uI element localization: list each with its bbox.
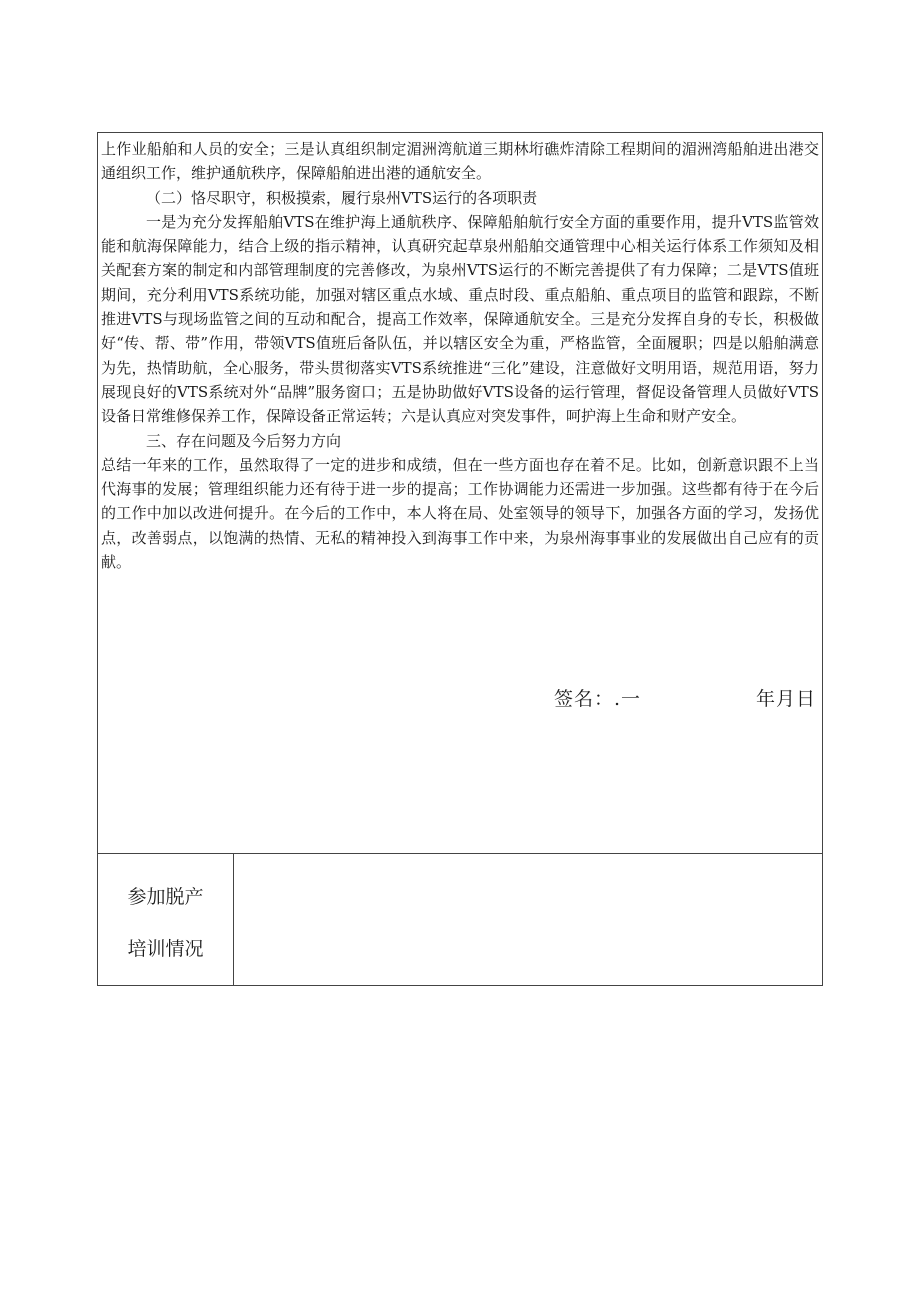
- training-label-line2: 培训情况: [127, 938, 204, 960]
- summary-form-table: [97, 132, 823, 986]
- training-value-cell[interactable]: [234, 854, 822, 985]
- training-row: [98, 854, 822, 985]
- paragraph-duties: 一是为充分发挥船舶VTS在维护海上通航秩序、保障船舶航行安全方面的重要作用，提升VTS监管效能和航海保障能力，结合上级的指示精神，认真研究起草泉州船舶交通管理中心相关运行体系工作须知及相关配套方案的制定和内部管理制度的完善修改，为泉州VTS运行的不断完善提供了有力保障；二是VTS值班期间，充分利用VTS系统功能，加强对辖区重点水域、重点时段、重点船舶、重点项目的监管和跟踪，不断推进VTS与现场监管之间的互动和配合，提高工作效率，保障通航安全。三是充分发挥自身的专长，积极做好“传、帮、带”作用，带领VTS值班后备队伍，并以辖区安全为重，严格监管，全面履职；四是以船舶满意为先，热情助航，全心服务，带头贯彻落实VTS系统推进“三化”建设，注意做好文明用语，规范用语，努力展现良好的VTS系统对外“品牌”服务窗口；五是协助做好VTS设备的运行管理，督促设备管理人员做好VTS设备日常维修保养工作，保障设备正常运转；六是认真应对突发事件，呵护海上生命和财产安全。: [101, 212, 819, 426]
- signature-row: [98, 687, 822, 721]
- work-summary-cell: [98, 133, 822, 854]
- section-heading-problems: 三、存在问题及今后努力方向: [146, 431, 342, 450]
- section-heading-duties: （二）恪尽职守，积极摸索，履行泉州VTS运行的各项职责: [146, 188, 538, 207]
- signature-label: 签名：.一: [554, 688, 642, 710]
- training-label-line1: 参加脱产: [127, 886, 204, 908]
- paragraph-continued: 上作业船舶和人员的安全；三是认真组织制定湄洲湾航道三期林垳礁炸清除工程期间的湄洲湾船舶进出港交通组织工作，维护通航秩序，保障船舶进出港的通航安全。: [101, 140, 819, 183]
- date-label: 年月日: [755, 688, 816, 710]
- training-label-cell: [98, 854, 234, 985]
- paragraph-problems: 总结一年来的工作，虽然取得了一定的进步和成绩，但在一些方面也存在着不足。比如，创新意识跟不上当代海事的发展；管理组织能力还有待于进一步的提高；工作协调能力还需进一步加强。这些都有待于在今后的工作中加以改进何提升。在今后的工作中，本人将在局、处室领导的领导下，加强各方面的学习，发扬优点，改善弱点，以饱满的热情、无私的精神投入到海事工作中来，为泉州海事事业的发展做出自己应有的贡献。: [101, 455, 819, 572]
